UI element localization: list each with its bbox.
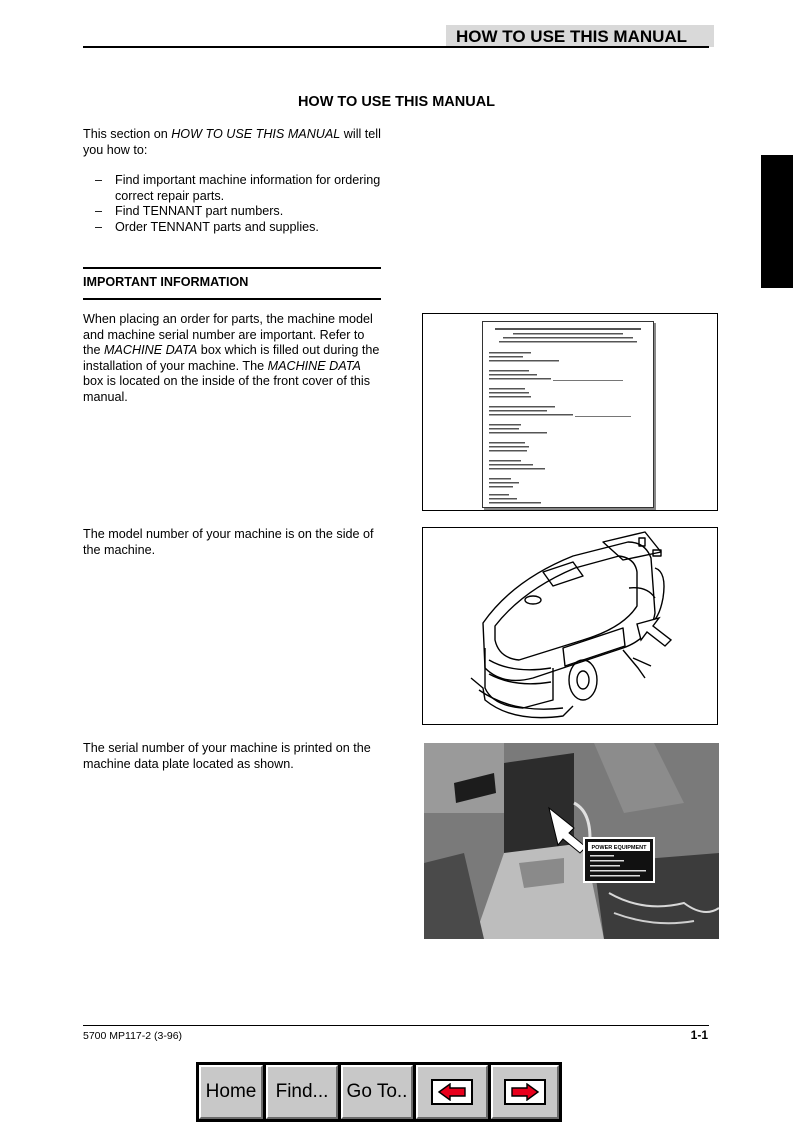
section-rule-top [83,267,381,269]
data-plate-photo [424,743,719,939]
machine-data-figure [422,313,718,511]
floor-scrubber-illustration [423,528,717,724]
find-button[interactable]: Find... [266,1065,338,1119]
data-plate-photo-illustration [424,743,719,939]
section-rule-bottom [83,298,381,300]
para1-italic: MACHINE DATA [267,358,361,373]
navigation-bar [196,1062,562,1122]
illegible-text-lines [483,322,653,507]
machine-data-card-illustration [482,321,654,508]
serial-number-paragraph: The serial number of your machine is printed on the machine data plate located as shown. [83,741,371,771]
model-number-paragraph: The model number of your machine is on the side of the machine. [83,527,374,557]
header-tab-title: HOW TO USE THIS MANUAL [446,25,714,47]
page-number: 1-1 [690,1028,708,1042]
para1-text: box which is filled out during the installation of your machine. The [83,343,380,373]
para1-italic: MACHINE DATA [104,343,198,357]
machine-side-figure [422,527,718,725]
para1-text: When placing an order for parts, the machine model and machine serial number are important. Refer to the [83,312,373,357]
document-id: 5700 MP117-2 (3-96) [83,1030,183,1042]
previous-page-button[interactable] [416,1065,488,1119]
intro-text-post: will tell you how to: [83,127,381,157]
go-to-button[interactable]: Go To.. [341,1065,413,1119]
section-tab-marker [761,155,793,288]
bullet-item: – Order TENNANT parts and supplies. [95,220,385,236]
header-rule [83,46,709,48]
intro-text [83,127,383,158]
intro-text-italic: HOW TO USE THIS MANUAL [171,127,341,141]
page-title: HOW TO USE THIS MANUAL [297,94,496,110]
left-arrow-icon [431,1079,473,1105]
section-title: IMPORTANT INFORMATION [83,275,249,289]
bullet-item: – Find important machine information for ordering correct repair parts. [95,173,385,204]
right-arrow-icon [504,1079,546,1105]
machine-data-paragraph [83,312,383,405]
footer-rule [83,1025,709,1026]
next-page-button[interactable] [491,1065,559,1119]
data-plate-title: POWER EQUIPMENT [591,845,647,851]
pointer-arrow-icon [637,618,671,646]
bullet-list [95,173,385,235]
bullet-item: – Find TENNANT part numbers. [95,204,385,220]
para1-text: box is located on the inside of the front cover of this manual. [83,374,371,404]
intro-text-pre: This section on [83,127,172,141]
home-button[interactable]: Home [199,1065,263,1119]
